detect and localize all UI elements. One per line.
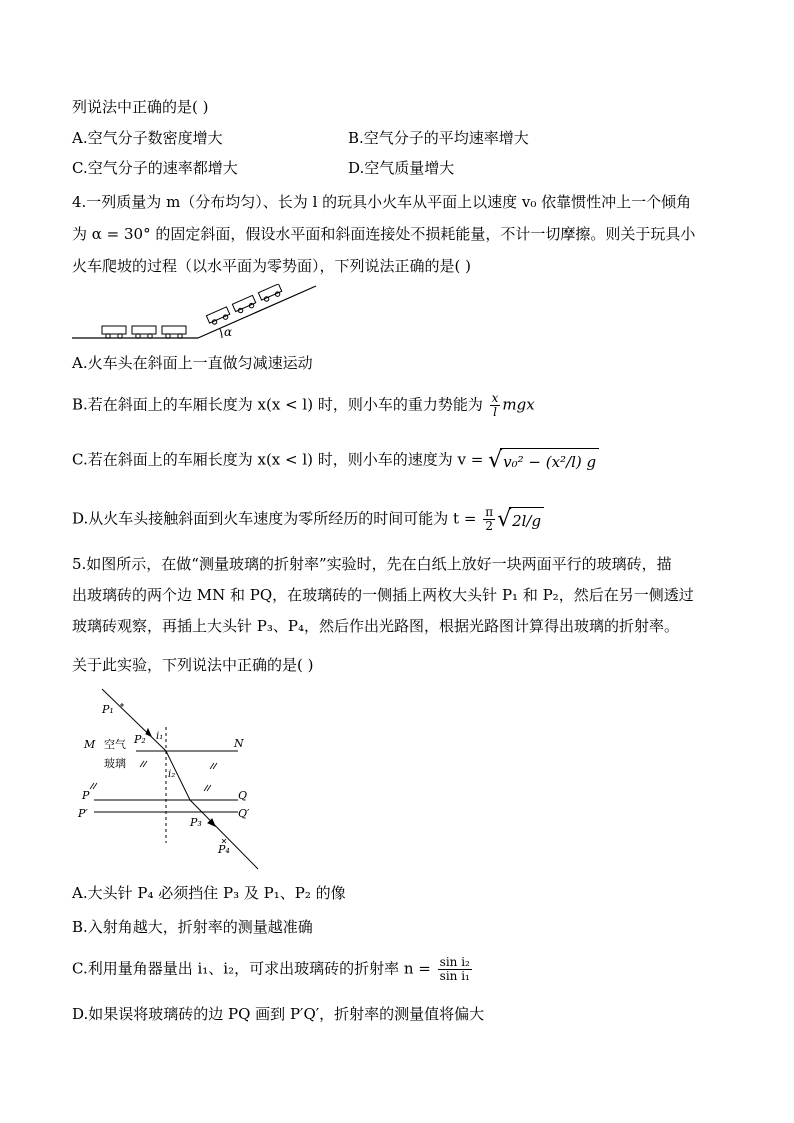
fraction-x-over-l	[490, 392, 501, 419]
label-P2: P₂	[134, 733, 146, 746]
q4-option-b	[72, 392, 535, 419]
label-Q: Q	[238, 789, 248, 802]
sqrt-radicand: v₀² − (x²/l) g	[500, 448, 599, 473]
q4-option-d	[72, 506, 544, 533]
sqrt-expression: √ v₀² − (x²/l) g	[488, 448, 599, 473]
frac-num: π	[485, 505, 494, 519]
q5-option-a: A.大头针 P₄ 必须挡住 P₃ 及 P₁、P₂ 的像	[72, 884, 346, 902]
q4-stem-line2: 为 α = 30° 的固定斜面，假设水平面和斜面连接处不损耗能量，不计一切摩擦。则关于玩具小	[72, 225, 696, 243]
label-P3: P₃	[190, 816, 202, 829]
q5-stem-line2: 出玻璃砖的两个边 MN 和 PQ，在玻璃砖的一侧插上两枚大头针 P₁ 和 P₂，然后在另一侧透过	[72, 586, 694, 604]
frac-num: x	[491, 391, 499, 405]
label-P-prime: P′	[78, 807, 88, 820]
q5-option-d: D.如果误将玻璃砖的边 PQ 画到 P′Q′，折射率的测量值将偏大	[72, 1005, 485, 1023]
label-i2: i₂	[168, 769, 176, 780]
label-air: 空气	[104, 738, 126, 751]
label-glass: 玻璃	[104, 757, 126, 770]
frac-den: 2	[485, 519, 493, 533]
q4-option-c-text: C.若在斜面上的车厢长度为 x(x < l) 时，则小车的速度为 v =	[72, 450, 484, 469]
label-P4: P₄	[218, 843, 230, 856]
q3-option-d: D.空气质量增大	[348, 159, 455, 177]
frac-num: sin i₂	[439, 955, 470, 969]
sqrt-2l-over-g: √ 2l/g	[497, 507, 544, 532]
q3-option-a: A.空气分子数密度增大	[72, 129, 223, 147]
q3-option-c: C.空气分子的速率都增大	[72, 159, 238, 177]
q4-stem-line3: 火车爬坡的过程（以水平面为零势面），下列说法正确的是( )	[72, 257, 471, 275]
label-P1: P₁	[102, 703, 114, 716]
q4-option-a: A.火车头在斜面上一直做匀减速运动	[72, 354, 313, 372]
frac-den: l	[493, 405, 497, 419]
frac-den: sin i₁	[439, 969, 470, 983]
refraction-figure	[74, 683, 274, 875]
fraction-pi-over-2	[483, 506, 495, 533]
q4-option-d-text: D.从火车头接触斜面到火车速度为零所经历的时间可能为 t =	[72, 509, 477, 528]
q4-option-c	[72, 448, 599, 473]
train-incline-figure	[70, 284, 320, 344]
label-N: N	[234, 737, 244, 750]
fraction-sin-i2-over-sin-i1	[438, 956, 472, 983]
q3-option-b: B.空气分子的平均速率增大	[348, 129, 529, 147]
q4-stem-line1: 4.一列质量为 m（分布均匀）、长为 l 的玩具小火车从平面上以速度 v₀ 依靠惯性冲上一个倾角	[72, 193, 692, 211]
sqrt-radicand: 2l/g	[509, 507, 544, 532]
q5-option-b: B.入射角越大，折射率的测量越准确	[72, 918, 313, 936]
q5-stem-line3: 玻璃砖观察，再插上大头针 P₃、P₄，然后作出光路图，根据光路图计算得出玻璃的折射率。	[72, 617, 679, 635]
q5-stem-line1: 5.如图所示，在做“测量玻璃的折射率”实验时，先在白纸上放好一块两面平行的玻璃砖，描	[72, 555, 672, 573]
q5-option-c	[72, 956, 474, 983]
q3-stem-tail: 列说法中正确的是( )	[72, 98, 209, 116]
angle-alpha-label: α	[224, 325, 233, 339]
label-i1: i₁	[156, 731, 164, 742]
q4-option-b-text: B.若在斜面上的车厢长度为 x(x < l) 时，则小车的重力势能为	[72, 395, 483, 414]
q4-option-b-mgx: mgx	[502, 395, 535, 414]
label-P: P	[82, 789, 90, 802]
label-M: M	[84, 738, 96, 751]
label-Q-prime: Q′	[238, 807, 250, 820]
q5-stem-line4: 关于此实验，下列说法中正确的是( )	[72, 656, 314, 674]
q5-option-c-text: C.利用量角器量出 i₁、i₂，可求出玻璃砖的折射率 n =	[72, 959, 431, 978]
